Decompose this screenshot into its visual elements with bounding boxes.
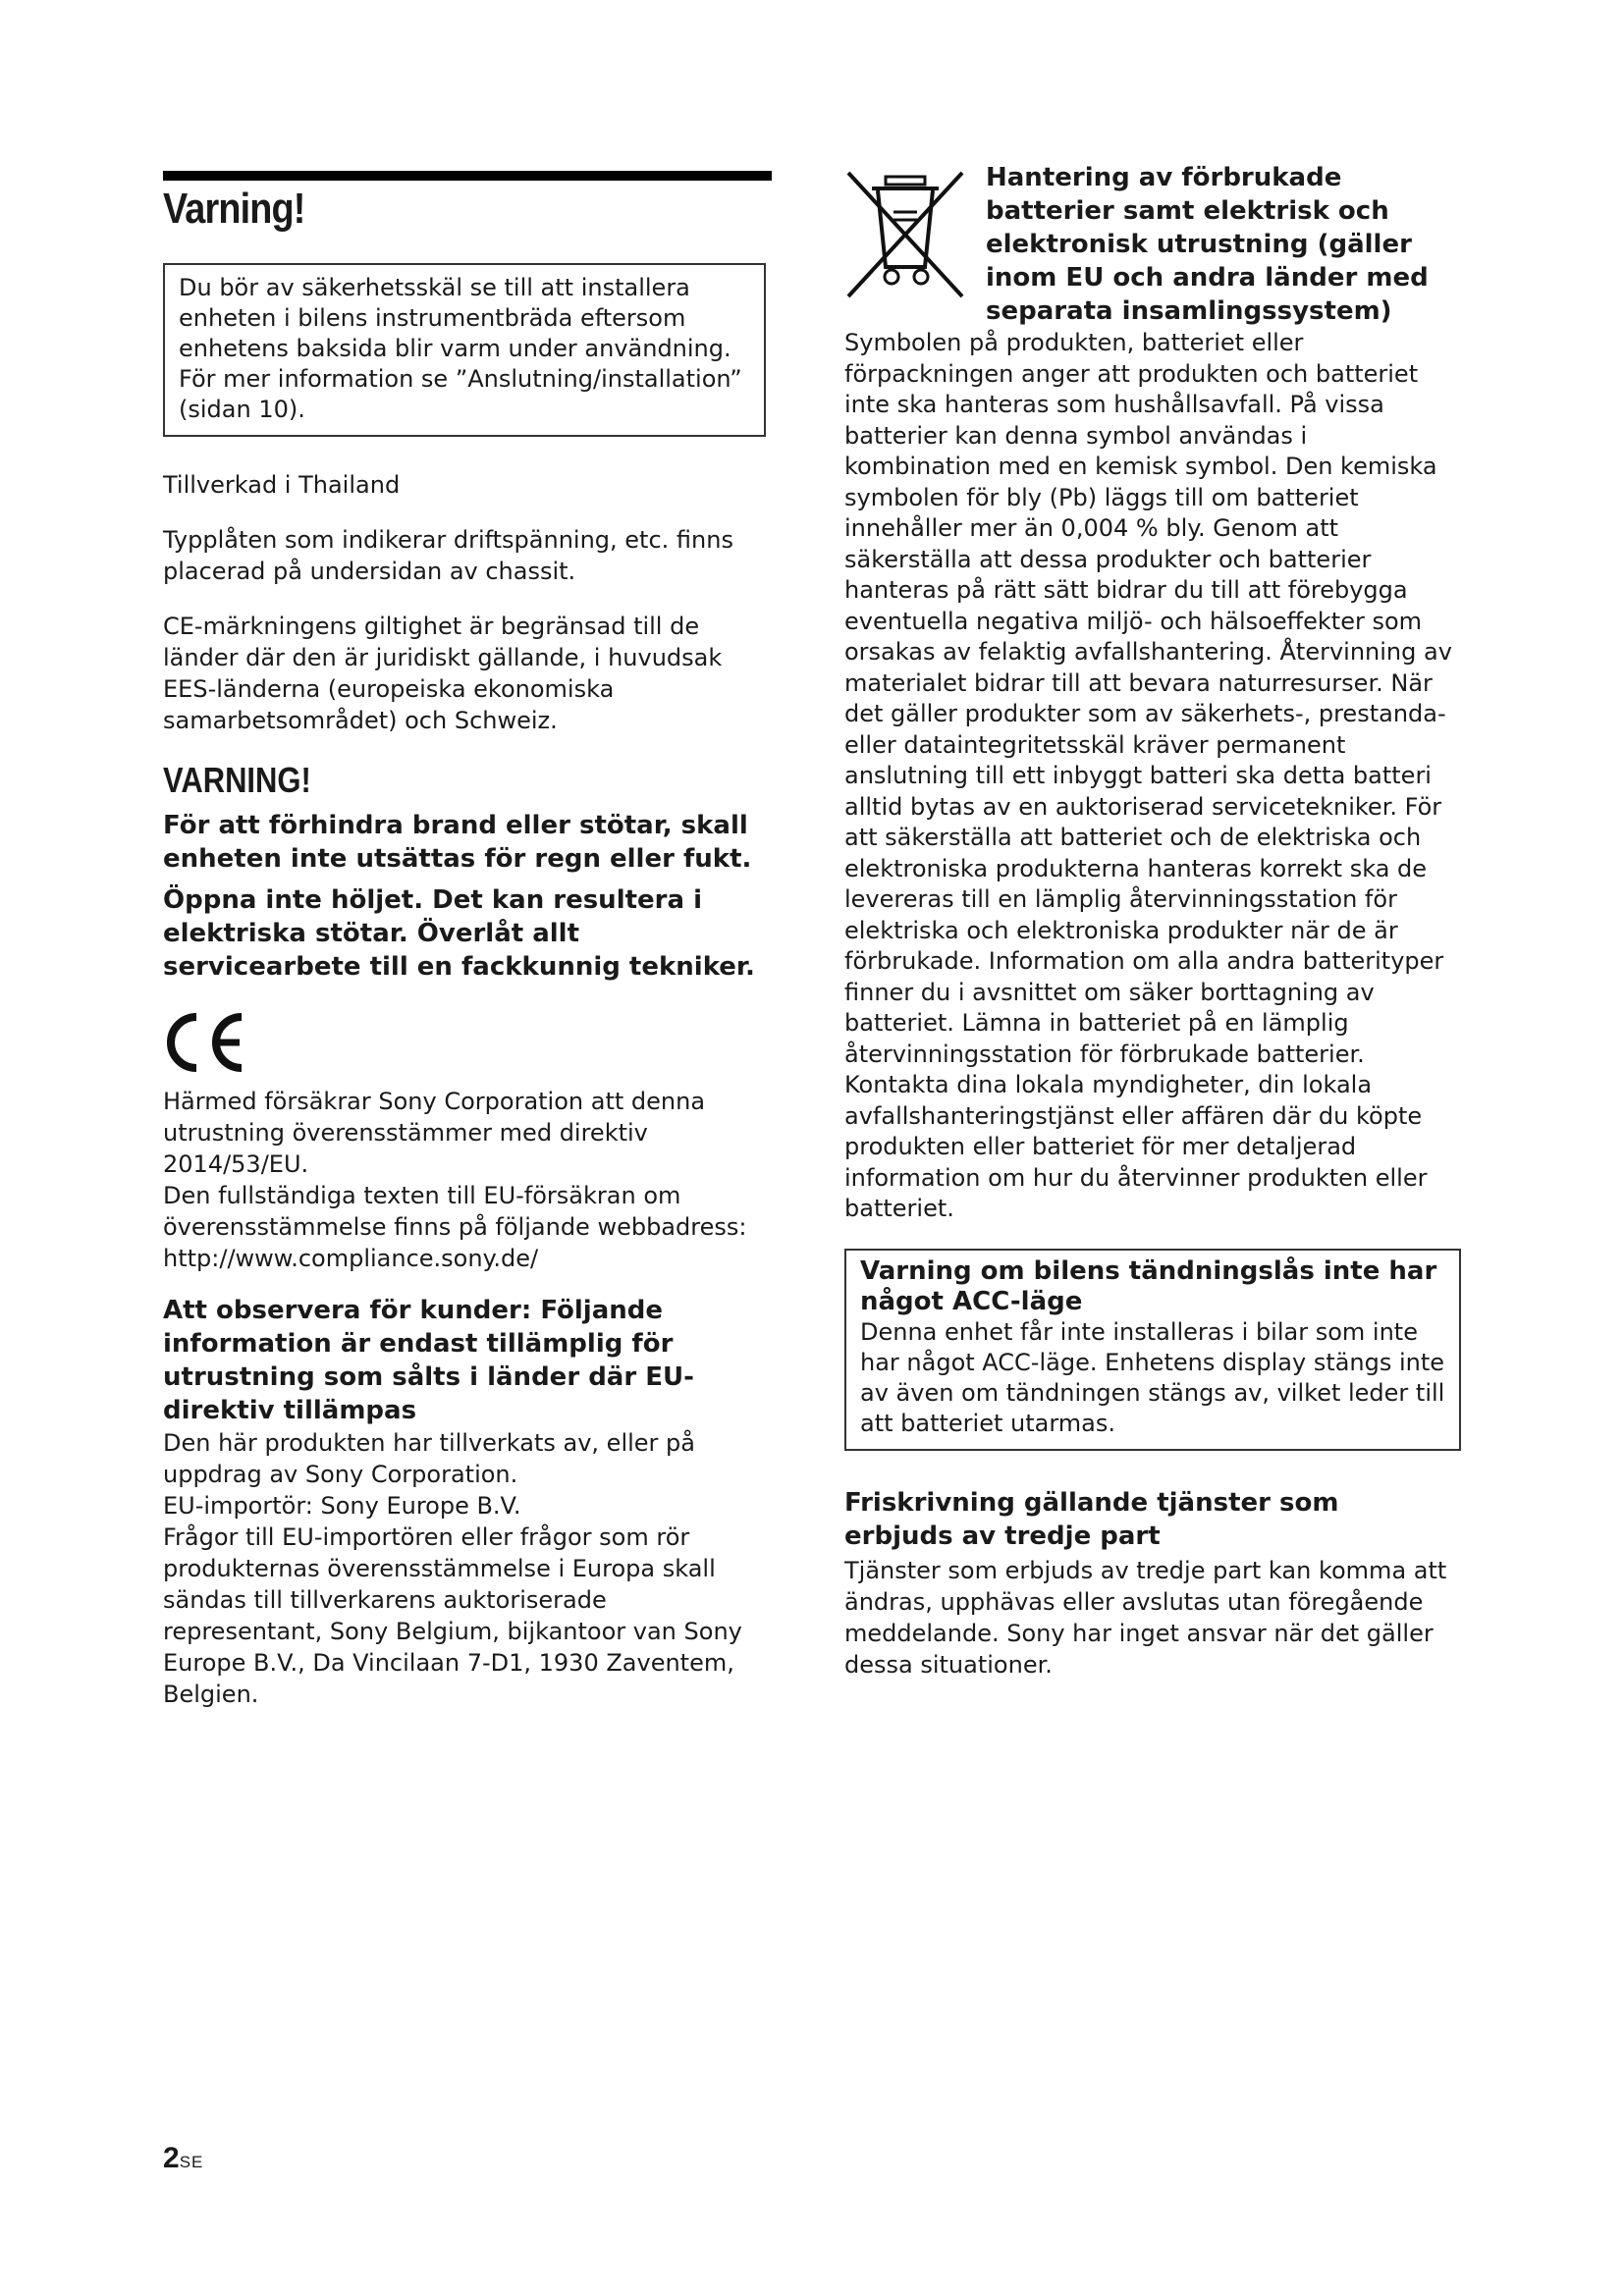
declaration-text: Härmed försäkrar Sony Corporation att denna utrustning överensstämmer med direktiv 2014/53/EU. (163, 1088, 706, 1178)
heat-warning-box (163, 263, 766, 437)
acc-warning-box (844, 1249, 1461, 1451)
page-title: Varning! (163, 185, 305, 233)
declaration-full-text: Den fullständiga texten till EU-försäkran om överensstämmelse finns på följande webbadress: (163, 1182, 747, 1241)
ce-mark-icon (163, 1011, 253, 1074)
disclaimer-heading: Friskrivning gällande tjänster som erbjuds av tredje part (844, 1488, 1339, 1551)
declaration-block (163, 1086, 772, 1274)
importer-text: EU-importör: Sony Europe B.V. (163, 1492, 521, 1520)
warning-rain-text: För att förhindra brand eller stötar, skall enheten inte utsättas för regn eller fukt. (163, 811, 752, 874)
ce-validity-text: CE-märkningens giltighet är begränsad till de länder där den är juridiskt gällande, i huvudsak EES-länderna (europeiska ekonomiska samarbetsområdet) och Schweiz. (163, 613, 723, 734)
warning-heading: VARNING! (163, 760, 311, 800)
disclaimer-body-text: Tjänster som erbjuds av tredje part kan komma att ändras, upphävas eller avslutas utan föregående meddelande. Sony har inget ansvar när det gäller dessa situationer. (844, 1557, 1447, 1679)
heat-warning-text: Du bör av säkerhetsskäl se till att installera enheten i bilens instrumentbräda eftersom enhetens baksida blir varm under användning. För mer information se ”Anslutning/installation” (sidan 10). (179, 274, 742, 423)
made-in-text: Tillverkad i Thailand (163, 471, 401, 499)
heading-rule (163, 171, 772, 181)
page-number-value: 2 (163, 2142, 180, 2174)
page-number-suffix: SE (179, 2153, 204, 2171)
battery-body (844, 328, 1453, 1225)
customers-block (163, 1427, 772, 1710)
manufacturer-text: Den här produkten har tillverkats av, eller på uppdrag av Sony Corporation. (163, 1429, 695, 1488)
type-plate-text: Typplåten som indikerar driftspänning, etc. finns placerad på undersidan av chassit. (163, 526, 733, 585)
compliance-url: http://www.compliance.sony.de/ (163, 1245, 539, 1272)
customers-heading: Att observera för kunder: Följande information är endast tillämplig för utrustning som sålts i länder där EU-direktiv tillämpas (163, 1296, 694, 1425)
battery-heading: Hantering av förbrukade batterier samt elektrisk och elektronisk utrustning (gäller inom EU och andra länder med separata insamlingssystem) (986, 163, 1429, 326)
acc-body-text: Denna enhet får inte installeras i bilar som inte har något ACC-läge. Enhetens display stängs inte av även om tändningen stängs av, vilket leder till att batteriet utarmas. (860, 1318, 1445, 1437)
acc-heading: Varning om bilens tändningslås inte har något ACC-läge (860, 1256, 1437, 1316)
crossed-out-bin-icon (842, 169, 968, 300)
page-number (163, 2142, 203, 2175)
representative-text: Frågor till EU-importören eller frågor som rör produkternas överensstämmelse i Europa skall sändas till tillverkarens auktoriserade representant, Sony Belgium, bijkantoor van Sony Europe B.V., Da Vincilaan 7-D1, 1930 Zaventem, Belgien. (163, 1523, 742, 1708)
battery-body-text: Symbolen på produkten, batteriet eller förpackningen anger att produkten och batteriet inte ska hanteras som hushållsavfall. På vissa batterier kan denna symbol användas i kombination med en kemisk symbol. Den kemiska symbolen för bly (Pb) läggs till om batteriet innehåller mer än 0,004 % bly. Genom att säkerställa att dessa produkter och batterier hanteras på rätt sätt bidrar du till att förebygga eventuella negativa miljö- och hälsoeffekter som orsakas av felaktig avfallshantering. Återvinning av materialet bidrar till att bevara naturresurser. När det gäller produkter som av säkerhets-, prestanda- eller dataintegritetsskäl kräver permanent anslutning till ett inbyggt batteri ska detta batteri alltid bytas av en auktoriserad servicetekniker. För att säkerställa att batteriet och de elektriska och elektroniska produkterna hanteras korrekt ska de levereras till en lämplig återvinningsstation för elektriska och elektroniska produkter när de är förbrukade. Information om alla andra batterityper finner du i avsnittet om säker borttagning av batteriet. Lämna in batteriet på en lämplig återvinningsstation för förbrukade batterier. Kontakta dina lokala myndigheter, din lokala avfallshanteringstjänst eller affären där du köpte produkten eller batteriet för mer detaljerad information om hur du återvinner produkten eller batteriet. (844, 329, 1452, 1222)
warning-cover-text: Öppna inte höljet. Det kan resultera i elektriska stötar. Överlåt allt servicearbete till en fackkunnig tekniker. (163, 885, 755, 982)
